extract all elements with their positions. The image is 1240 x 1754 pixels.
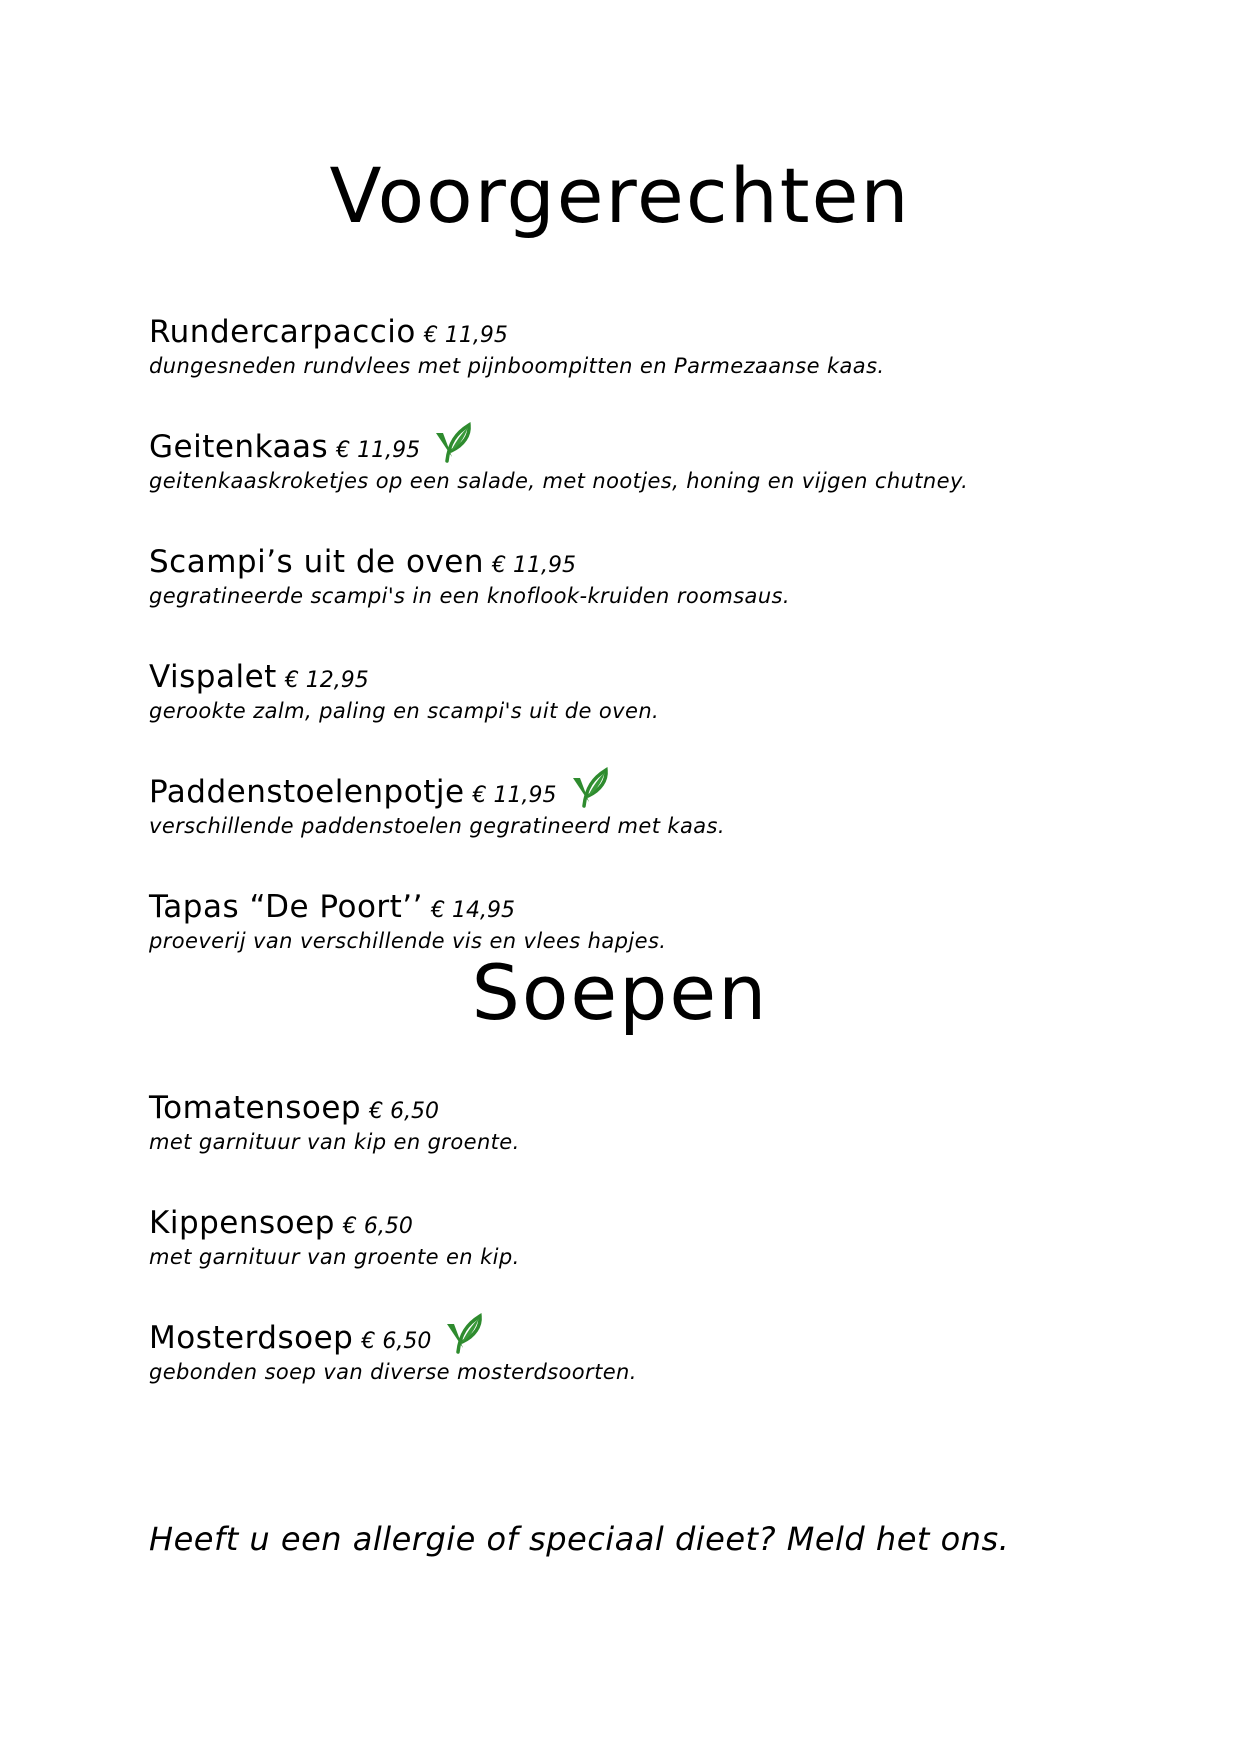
- menu-item: [149, 421, 968, 492]
- dish-description: gebonden soep van diverse mosterdsoorten.: [149, 1360, 637, 1384]
- dish-name: Tomatensoep: [149, 1090, 362, 1126]
- dish-description: proeverij van verschillende vis en vlees hapjes.: [149, 929, 667, 953]
- menu-list-soepen: [149, 1082, 637, 1383]
- vegetarian-leaf-icon: [569, 766, 609, 808]
- menu-item: [149, 881, 968, 952]
- dish-price: € 11,95: [336, 438, 421, 463]
- menu-item: [149, 1082, 637, 1153]
- dish-name: Rundercarpaccio: [149, 314, 416, 350]
- section-title-voorgerechten: Voorgerechten: [329, 151, 911, 240]
- vegetarian-leaf-icon: [443, 1312, 483, 1354]
- dish-name: Paddenstoelenpotje: [149, 774, 465, 810]
- dish-description: gerookte zalm, paling en scampi's uit de oven.: [149, 699, 660, 723]
- dish-price: € 6,50: [361, 1329, 432, 1354]
- dish-name: Scampi’s uit de oven: [149, 544, 484, 580]
- dish-name: Kippensoep: [149, 1205, 335, 1241]
- menu-item: [149, 536, 968, 607]
- dish-price: € 12,95: [284, 668, 369, 693]
- dish-price: € 11,95: [423, 323, 508, 348]
- dish-name: Mosterdsoep: [149, 1320, 354, 1356]
- dish-price: € 14,95: [431, 898, 515, 923]
- dish-name: Tapas “De Poort’’: [149, 889, 424, 925]
- dish-price: € 11,95: [491, 553, 576, 578]
- menu-list-voorgerechten: [149, 306, 968, 952]
- menu-item: [149, 1312, 637, 1383]
- menu-item: [149, 1197, 637, 1268]
- dish-name: Vispalet: [149, 659, 277, 695]
- dish-description: dungesneden rundvlees met pijnboompitten en Parmezaanse kaas.: [149, 354, 885, 378]
- menu-item: [149, 651, 968, 722]
- dish-name: Geitenkaas: [149, 429, 329, 465]
- dish-description: verschillende paddenstoelen gegratineerd met kaas.: [149, 814, 725, 838]
- allergy-note: Heeft u een allergie of speciaal dieet? Meld het ons.: [149, 1520, 1010, 1558]
- dish-description: met garnituur van groente en kip.: [149, 1245, 520, 1269]
- menu-item: [149, 306, 968, 377]
- dish-price: € 6,50: [369, 1099, 440, 1124]
- dish-description: geitenkaaskroketjes op een salade, met nootjes, honing en vijgen chutney.: [149, 469, 969, 493]
- dish-price: € 6,50: [342, 1214, 413, 1239]
- section-title-soepen: Soepen: [471, 948, 769, 1037]
- dish-description: gegratineerde scampi's in een knoflook-kruiden roomsaus.: [149, 584, 790, 608]
- menu-item: [149, 766, 968, 837]
- vegetarian-leaf-icon: [432, 421, 472, 463]
- dish-price: € 11,95: [472, 783, 557, 808]
- dish-description: met garnituur van kip en groente.: [149, 1130, 520, 1154]
